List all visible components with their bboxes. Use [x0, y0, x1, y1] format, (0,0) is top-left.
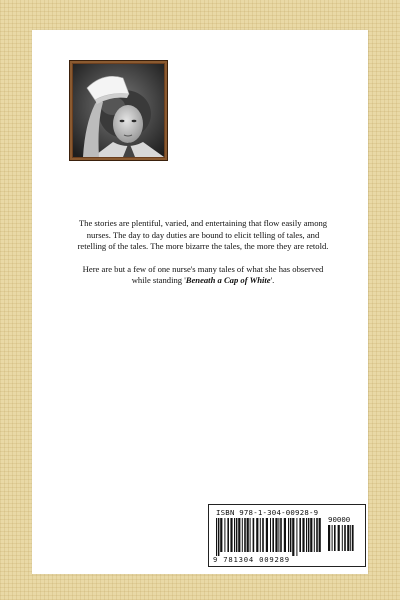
blurb-paragraph-1: The stories are plentiful, varied, and entertaining that flow easily among nurses. The day to day duties are bound to elicit telling of tales, and retelling of the tales. The more bizarre the tales, the more they are retold.	[77, 218, 329, 252]
back-cover-blurb	[74, 218, 332, 298]
barcode-bar	[316, 518, 318, 552]
barcode-bar	[296, 518, 297, 556]
isbn-label: ISBN 978-1-304-00928-9	[216, 508, 319, 517]
barcode-bar	[260, 518, 261, 552]
barcode-bar	[253, 518, 255, 552]
barcode-bar	[284, 518, 286, 552]
book-title-emphasis: Beneath a Cap of White	[185, 275, 271, 286]
barcode-addon-number: 90000	[328, 515, 351, 524]
blurb-paragraph-2-end: '.	[270, 275, 275, 286]
barcode-bar	[224, 518, 225, 552]
barcode-bar	[234, 518, 235, 552]
barcode-bar	[328, 525, 330, 551]
nurse-photo	[73, 64, 164, 157]
barcode-bar	[270, 518, 271, 552]
barcode-bar	[308, 518, 310, 552]
barcode-bar	[238, 518, 240, 552]
back-cover-panel	[32, 30, 368, 574]
barcode-bar	[334, 525, 336, 551]
barcode-bar	[227, 518, 229, 552]
barcode-bar	[230, 518, 232, 552]
barcode-bar	[262, 518, 264, 552]
isbn-barcode	[208, 504, 366, 567]
barcode-bar	[310, 518, 312, 552]
barcode-bar	[350, 525, 351, 551]
barcode-bar	[247, 518, 249, 552]
barcode-bar	[342, 525, 343, 551]
barcode-bar	[352, 525, 354, 551]
barcode-bar	[314, 518, 315, 552]
barcode-bar	[220, 518, 222, 552]
barcode-bar	[299, 518, 301, 552]
addon-barcode-bars	[327, 525, 359, 555]
barcode-bar	[250, 518, 251, 552]
barcode-bar	[302, 518, 304, 552]
barcode-bar	[332, 525, 333, 551]
barcode-bar	[344, 525, 346, 551]
ean-digits: 9 781304 009289	[213, 555, 290, 564]
barcode-bar	[266, 518, 268, 552]
barcode-bar	[319, 518, 321, 552]
blurb-paragraph-2	[74, 264, 332, 287]
barcode-bar	[244, 518, 246, 552]
barcode-bar	[306, 518, 307, 552]
barcode-bar	[278, 518, 279, 552]
barcode-bar	[275, 518, 277, 552]
barcode-bar	[347, 525, 349, 551]
author-photo-frame	[69, 60, 168, 161]
barcode-bar	[292, 518, 294, 556]
blurb-paragraph-2-start: Here are but a few of one nurse's many tales of what she has observed while standing '	[82, 263, 324, 286]
barcode-bar	[280, 518, 282, 552]
barcode-bar	[236, 518, 238, 552]
barcode-bar	[288, 518, 289, 552]
barcode-bar	[216, 518, 217, 556]
barcode-bar	[272, 518, 274, 552]
barcode-bar	[256, 518, 258, 552]
barcode-bar	[290, 518, 292, 552]
barcode-bar	[338, 525, 340, 551]
barcode-bar	[242, 518, 243, 552]
ean-barcode-bars	[215, 518, 325, 556]
barcode-bar	[218, 518, 220, 556]
